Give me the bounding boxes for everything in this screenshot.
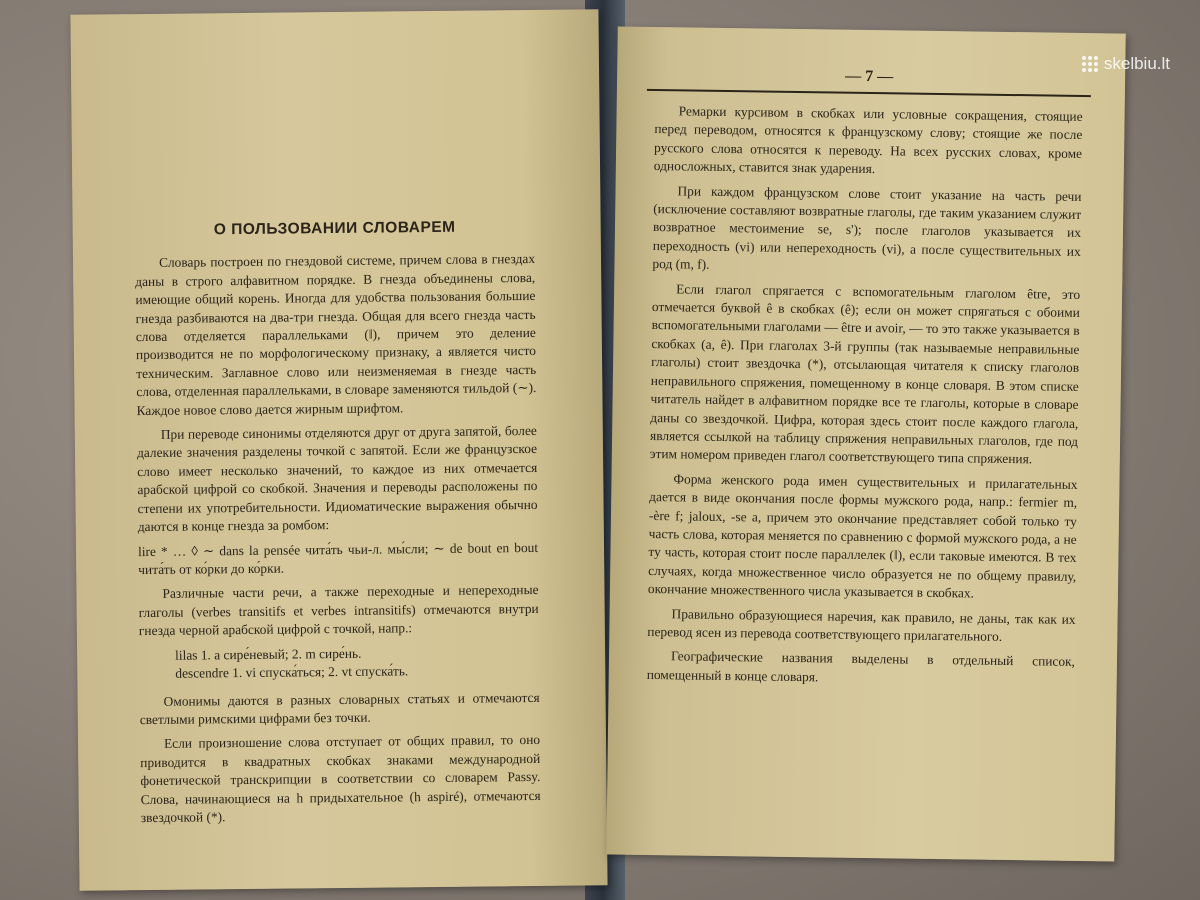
paragraph: Правильно образующиеся наречия, как правило, не даны, так как их перевод ясен из перевода соответствующего прилагательного. [647, 605, 1076, 644]
left-page-content [135, 218, 541, 834]
watermark [1082, 54, 1170, 74]
dots-grid-icon [1082, 56, 1098, 72]
paragraph: Различные части речи, а также переходные и непереходные глаголы (verbes transitifs et verbes intransitifs) отмечаются внутри гнезда черной арабской цифрой с точкой, напр.: [138, 582, 539, 639]
page-heading: О ПОЛЬЗОВАНИИ СЛОВАРЕМ [213, 218, 456, 239]
right-page-content [647, 102, 1083, 696]
paragraph: При каждом французском слове стоит указание на часть речи (исключение составляют возвратные глаголы, где таким указанием служит возвратное местоимение se, s'); после глаголов указывается их переходность (vi) или непереходность (vi), а после существительных их род (m, f). [652, 182, 1082, 273]
paragraph: Если глагол спрягается с вспомогательным глаголом être, это отмечается буквой ê в скобках (ê); если он может спрягаться с обоими вспомогательными глаголами — être и avoir, — то это также указывается в скобках (a, ê). При глаголах 3-й группы (так называемые неправильные глаголы) стоит звездочка (*), отсылающая читателя к списку глаголов неправильного спряжения, помещенному в конце словаря. В этом списке читатель найдет в алфавитном порядке все те глаголы, которые в словаре даны со звездочкой. Цифра, которая здесь стоит после каждого глагола, является ссылкой на таблицу спряжения неправильных глаголов, где под этим номером приведен глагол соответствующего типа спряжения. [649, 280, 1081, 467]
example-block [175, 642, 539, 682]
paragraph: Омонимы даются в разных словарных статьях и отмечаются светлыми римскими цифрами без точки. [139, 689, 540, 728]
example-entry: descendre 1. vi спуска́ться; 2. vt спуска́ть. [175, 662, 409, 681]
page-number: — 7 — [845, 67, 894, 86]
example-entry: lilas 1. a сире́невый; 2. m сире́нь. [175, 645, 362, 663]
paragraph: Словарь построен по гнездовой системе, причем слова в гнездах даны в строго алфавитном порядке. В гнезда объединены слова, имеющие общий корень. Иногда для удобства пользования большие гнезда разбиваются на два-три гнезда. Общая для всего гнезда часть слова отделяется параллельками (‖), причем это деление производится не по морфологическому признаку, а является чисто техническим. Заглавное слово или неизменяемая в гнезде часть слова, отделенная параллельками, в словаре заменяются тильдой (∼). Каждое новое слово дается жирным шрифтом. [135, 251, 537, 418]
paragraph: Форма женского рода имен существительных и прилагательных дается в виде окончания после формы мужского рода, напр.: fermier m, -ère f; jaloux, -se a, причем это окончание представляет собой только ту часть слова, которая меняется по сравнению с формой мужского рода, а не ту часть, которая стоит после параллелек (‖), если таковые имеются. В тех случаях, когда множественное число образуется не по общему правилу, окончание множественного числа указывается в скобках. [647, 471, 1078, 601]
paragraph: Географические названия выделены в отдельный список, помещенный в конце словаря. [646, 648, 1076, 685]
paragraph: Если произношение слова отступает от общих правил, то оно приводится в квадратных скобках знаками международной фонетической транскрипции в соответствии со словарем Passy. Слова, начинающиеся на h придыхательное (h aspiré), отмечаются звездочкой (*). [140, 732, 541, 826]
paragraph: Ремарки курсивом в скобках или условные сокращения, стоящие перед переводом, относятся к французскому слову; стоящие же после русского слова относятся к переводу. На всех русских словах, кроме односложных, ставится знак ударения. [653, 103, 1083, 177]
watermark-text: skelbiu.lt [1103, 54, 1170, 73]
left-page [70, 9, 607, 890]
paragraph: При переводе синонимы отделяются друг от друга запятой, более далекие значения разделены точкой с запятой. Если же французское слово имеет несколько значений, то каждое из них отмечается арабской цифрой со скобкой. Значения и переводы расположены по степени их употребительности. Идиоматические выражения обычно даются в конце гнезда за ромбом: [136, 422, 538, 535]
example-entry: lire * … ◊ ∼ dans la pensée чита́ть чьи-л. мы́сли; ∼ de bout en bout чита́ть от ко́рки до ко́рки. [137, 539, 539, 578]
header-rule [647, 89, 1091, 97]
right-page [606, 26, 1126, 861]
